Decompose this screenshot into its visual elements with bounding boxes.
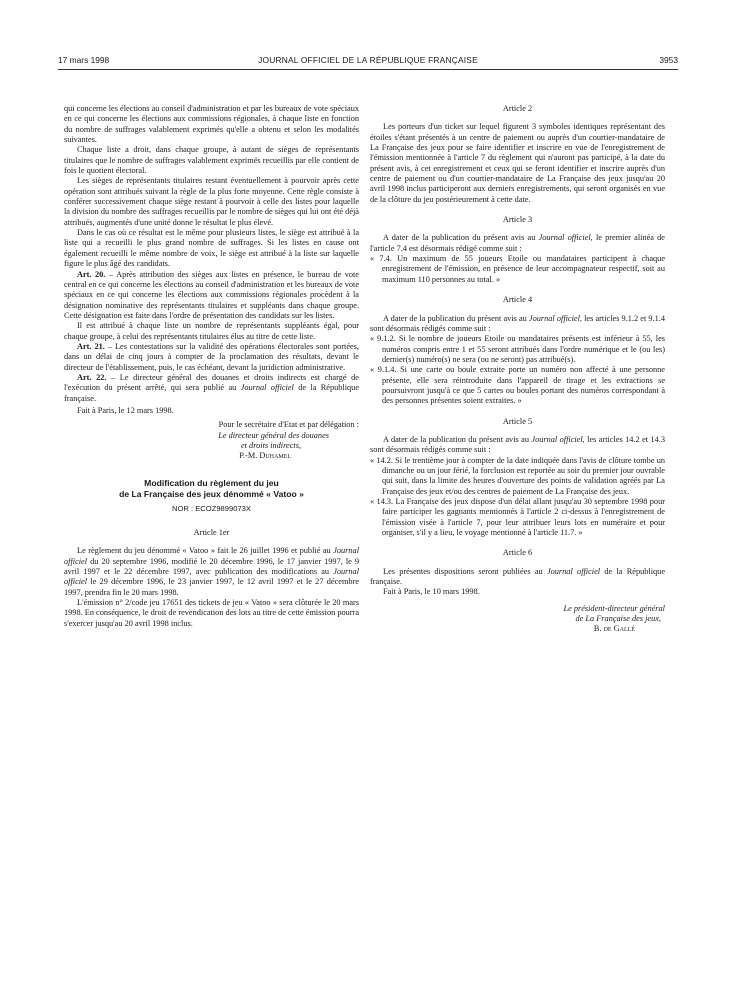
article-5-quote-14-3: « 14.3. La Française des jeux dispose d'un délai allant jusqu'au 30 septembre 1998 pour faire participer les gagnants mentionnés à l'article 2 ci-dessus à l'enregistrement de l'émission visée à l'article 7, pour leur attribuer leurs lots en numéraire et pour organiser, s'il y a lieu, le voyage mentionné à l'article 11.7. » (370, 497, 665, 538)
art1-journal-ref2: Journal officiel (64, 567, 359, 587)
art22-text-b: de la République française. (64, 383, 359, 403)
decree-title-line1: Modification du règlement du jeu (144, 477, 279, 488)
left-column (64, 104, 359, 629)
article-3-heading: Article 3 (502, 215, 533, 225)
paragraph-sieges-restant: Les sièges de représentants titulaires restant éventuellement à pourvoir après cette opération sont attribués suivant la règle de la plus forte moyenne. Cette règle consiste à conférer successivement chaque siège restant à pourvoir à celle des listes pour laquelle la division du nombre des suffrages recueillis par le nombre de sièges qui lui ont été déjà attribués, augmentés d'une unité donne le résultat le plus élevé. (64, 176, 359, 227)
signature-name-right: B. de Gallé (593, 624, 635, 634)
article-5-quote-14-2: « 14.2. Si le trentième jour à compter de la date indiquée dans l'avis de clôture tombe un dimanche ou un jour férié, la forclusion est reportée au soir du premier jour ouvrable qui suit, dans la limite des heures d'ouverture des points de validation agréés par La Française des jeux et/ou des centres de paiement de La Française des jeux. (370, 455, 665, 496)
article-6-paragraph (370, 567, 665, 588)
article-4-quote-9-1-2: « 9.1.2. Si le nombre de joueurs Etoile ou mandataires présents est inférieur à 55, les numéros compris entre 1 et 55 seront attribués dans l'ordre numérique et le (ou les) dernier(s) numéro(s) ne sera (ou ne seront) pas attribué(s). (370, 334, 665, 364)
article-2-paragraph: Les porteurs d'un ticket sur lequel figurent 3 symboles identiques représentant des étoiles s'étant présentés à un centre de paiement ou auprès d'un courtier-mandataire de La Française des jeux pour se faire identifier et inscrire en vue de l'enregistrement de l'émission mentionnée à l'article 7 du règlement qui n'auront pas participé, à la date du présent avis, à cet enregistrement et ceux qui se feront identifier et inscrire auprès d'un centre de paiement ou d'un courtier-mandataire de La Française des jeux jusqu'au 20 avril 1998 inclus participeront aux derniers enregistrements, qui seront organisés en vue de la clôture du jeu postérieurement à cette date. (370, 122, 665, 204)
signature-title-line2 (64, 441, 359, 451)
signature-title-line1 (64, 431, 359, 441)
art5-journal-ref: Journal officiel (531, 434, 583, 444)
article-1-heading: Article 1er (193, 528, 230, 538)
article-3-quote-7-4: « 7.4. Un maximum de 55 joueurs Etoile ou mandataires participent à chaque enregistrement de l'émission, en présence de leur accompagnateur respectif, soit au maximum 110 personnes au total. » (370, 254, 665, 284)
art22-journal-ref: Journal officiel (240, 383, 294, 393)
signature-title-text1: Le directeur général des douanes (218, 430, 329, 440)
article-4-paragraph (370, 314, 665, 335)
art5-p-b: , les articles 14.2 et 14.3 sont désormais rédigés comme suit : (370, 434, 665, 455)
running-header (58, 55, 678, 69)
paragraph-meme-resultat: Dans le cas où ce résultat est le même pour plusieurs listes, le siège est attribué à la liste qui a recueilli le plus grand nombre de suffrages. Si les listes en cause ont également recueilli le même nombre de voix, le siège est attribué à la liste sur laquelle figure le plus âgé des candidats. (64, 228, 359, 269)
header-rule (58, 69, 678, 70)
article-1-paragraph-1 (64, 546, 359, 598)
decree-title (64, 478, 359, 500)
art5-p-a: A dater de la publication du présent avis au (383, 434, 532, 444)
art22-text-a: – Le directeur général des douanes et droits indirects est chargé de l'exécution du présent arrêté, qui sera publié au (64, 372, 359, 393)
art4-p-b: , les articles 9.1.2 et 9.1.4 sont désormais rédigés comme suit : (370, 313, 665, 333)
article-4-heading: Article 4 (502, 295, 533, 305)
art6-p-b: de la République française. (370, 566, 666, 587)
header-journal-title: JOURNAL OFFICIEL DE LA RÉPUBLIQUE FRANÇAISE (258, 55, 478, 65)
art3-p-b: , le premier alinéa de l'article 7.4 est désormais rédigé comme suit : (370, 233, 665, 253)
header-page-number: 3953 (659, 55, 678, 65)
article-6-heading: Article 6 (502, 548, 533, 558)
art1-p1-c: le 29 décembre 1996, le 23 janvier 1997, le 12 avril 1997 et le 27 décembre 1997, prendra fin le 20 mars 1998. (64, 577, 359, 597)
art20-text: – Après attribution des sièges aux listes en présence, le bureau de vote central en ce qui concerne les élections au conseil d'administration et les bureaux de vote spéciaux en ce qui concerne les élections aux commissions régionales procèdent à la désignation nominative des représentants titulaires et suppléants dans chaque groupe. Cette désignation est faite dans l'ordre de présentation des candidats sur les listes. (64, 269, 359, 320)
article-3-paragraph (370, 233, 665, 254)
signature-title-right-line1: Le président-directeur général (563, 603, 665, 613)
signature-delegation: Pour le secrétaire d'Etat et par délégation : (218, 420, 359, 430)
header-date: 17 mars 1998 (58, 55, 110, 65)
article-1-paragraph-2: L'émission n° 2/code jeu 17651 des tickets de jeu « Vatoo » sera clôturée le 20 mars 1998. En conséquence, le droit de revendication des lots au titre de cette émission pourra s'exercer jusqu'au 20 avril 1998 inclus. (64, 598, 359, 628)
decree-title-line2: de La Française des jeux dénommé « Vatoo » (119, 488, 304, 499)
art6-p-a: Les présentes dispositions seront publiées au (383, 566, 547, 576)
art3-p-a: A dater de la publication du présent avis au (383, 233, 539, 243)
signature-title-right-line2: de La Française des jeux, (575, 614, 661, 624)
art20-label: Art. 20. (77, 269, 106, 279)
art6-journal-ref: Journal officiel (546, 566, 601, 576)
paragraph-suppleants: Il est attribué à chaque liste un nombre de représentants suppléants égal, pour chaque groupe, à celui des représentants titulaires élus au titre de cette liste. (64, 321, 359, 341)
fait-a-paris-left: Fait à Paris, le 12 mars 1998. (77, 405, 174, 415)
paragraph-chaque-liste: Chaque liste a droit, dans chaque groupe, à autant de sièges de représentants titulaires que le nombre de suffrages valablement exprimés recueillis par elle contient de fois le quotient électoral. (64, 145, 359, 176)
nor-reference: NOR : ECOZ9899073X (172, 503, 251, 513)
article-5-paragraph (370, 435, 665, 456)
article-22 (64, 373, 359, 404)
fait-a-paris-right: Fait à Paris, le 10 mars 1998. (383, 587, 480, 597)
article-2-heading: Article 2 (502, 104, 533, 113)
art1-p1-a: Le règlement du jeu dénommé « Vatoo » fait le 26 juillet 1996 et publié au (77, 546, 334, 556)
art4-p-a: A dater de la publication du présent avis au (383, 313, 529, 323)
article-20 (64, 270, 359, 322)
art1-journal-ref1: Journal officiel (64, 546, 359, 566)
art22-label: Art. 22. (77, 372, 107, 382)
article-5-heading: Article 5 (502, 416, 533, 426)
art4-journal-ref: Journal officiel (528, 313, 580, 323)
art21-label: Art. 21. (77, 341, 105, 351)
article-4-quote-9-1-4: « 9.1.4. Si une carte ou boule extraite porte un numéro non affecté à une personne présente, elle sera réintroduite dans l'appareil de tirage et les extractions se poursuivront jusqu'à ce que 5 cartes ou boules portant des numéros correspondant à des personnes présentes soient extraites. » (370, 365, 665, 406)
art1-p1-b: du 20 septembre 1996, modifié le 20 décembre 1996, le 17 janvier 1997, le 9 avril 1997 et le 22 décembre 1997, avec publication des modifications au (64, 556, 359, 577)
article-21 (64, 342, 359, 373)
art3-journal-ref: Journal officiel (538, 233, 591, 243)
signature-title-text2: et droits indirects, (241, 441, 301, 450)
art21-text: – Les contestations sur la validité des opérations électorales sont portées, dans un délai de cinq jours à compter de la proclamation des résultats, devant le directeur de l'établissement, puis, le cas échéant, devant la juridiction administrative. (64, 341, 359, 372)
right-column (370, 104, 665, 635)
signature-name-left: P.-M. Duhamel (239, 451, 291, 461)
paragraph-continuation: qui concerne les élections au conseil d'administration et par les bureaux de vote spéciaux en ce qui concerne les élections aux commissions régionales, à chaque liste en fonction du nombre de suffrages valablement exprimés qu'elle a obtenu et selon les modalités suivantes. (64, 104, 359, 145)
